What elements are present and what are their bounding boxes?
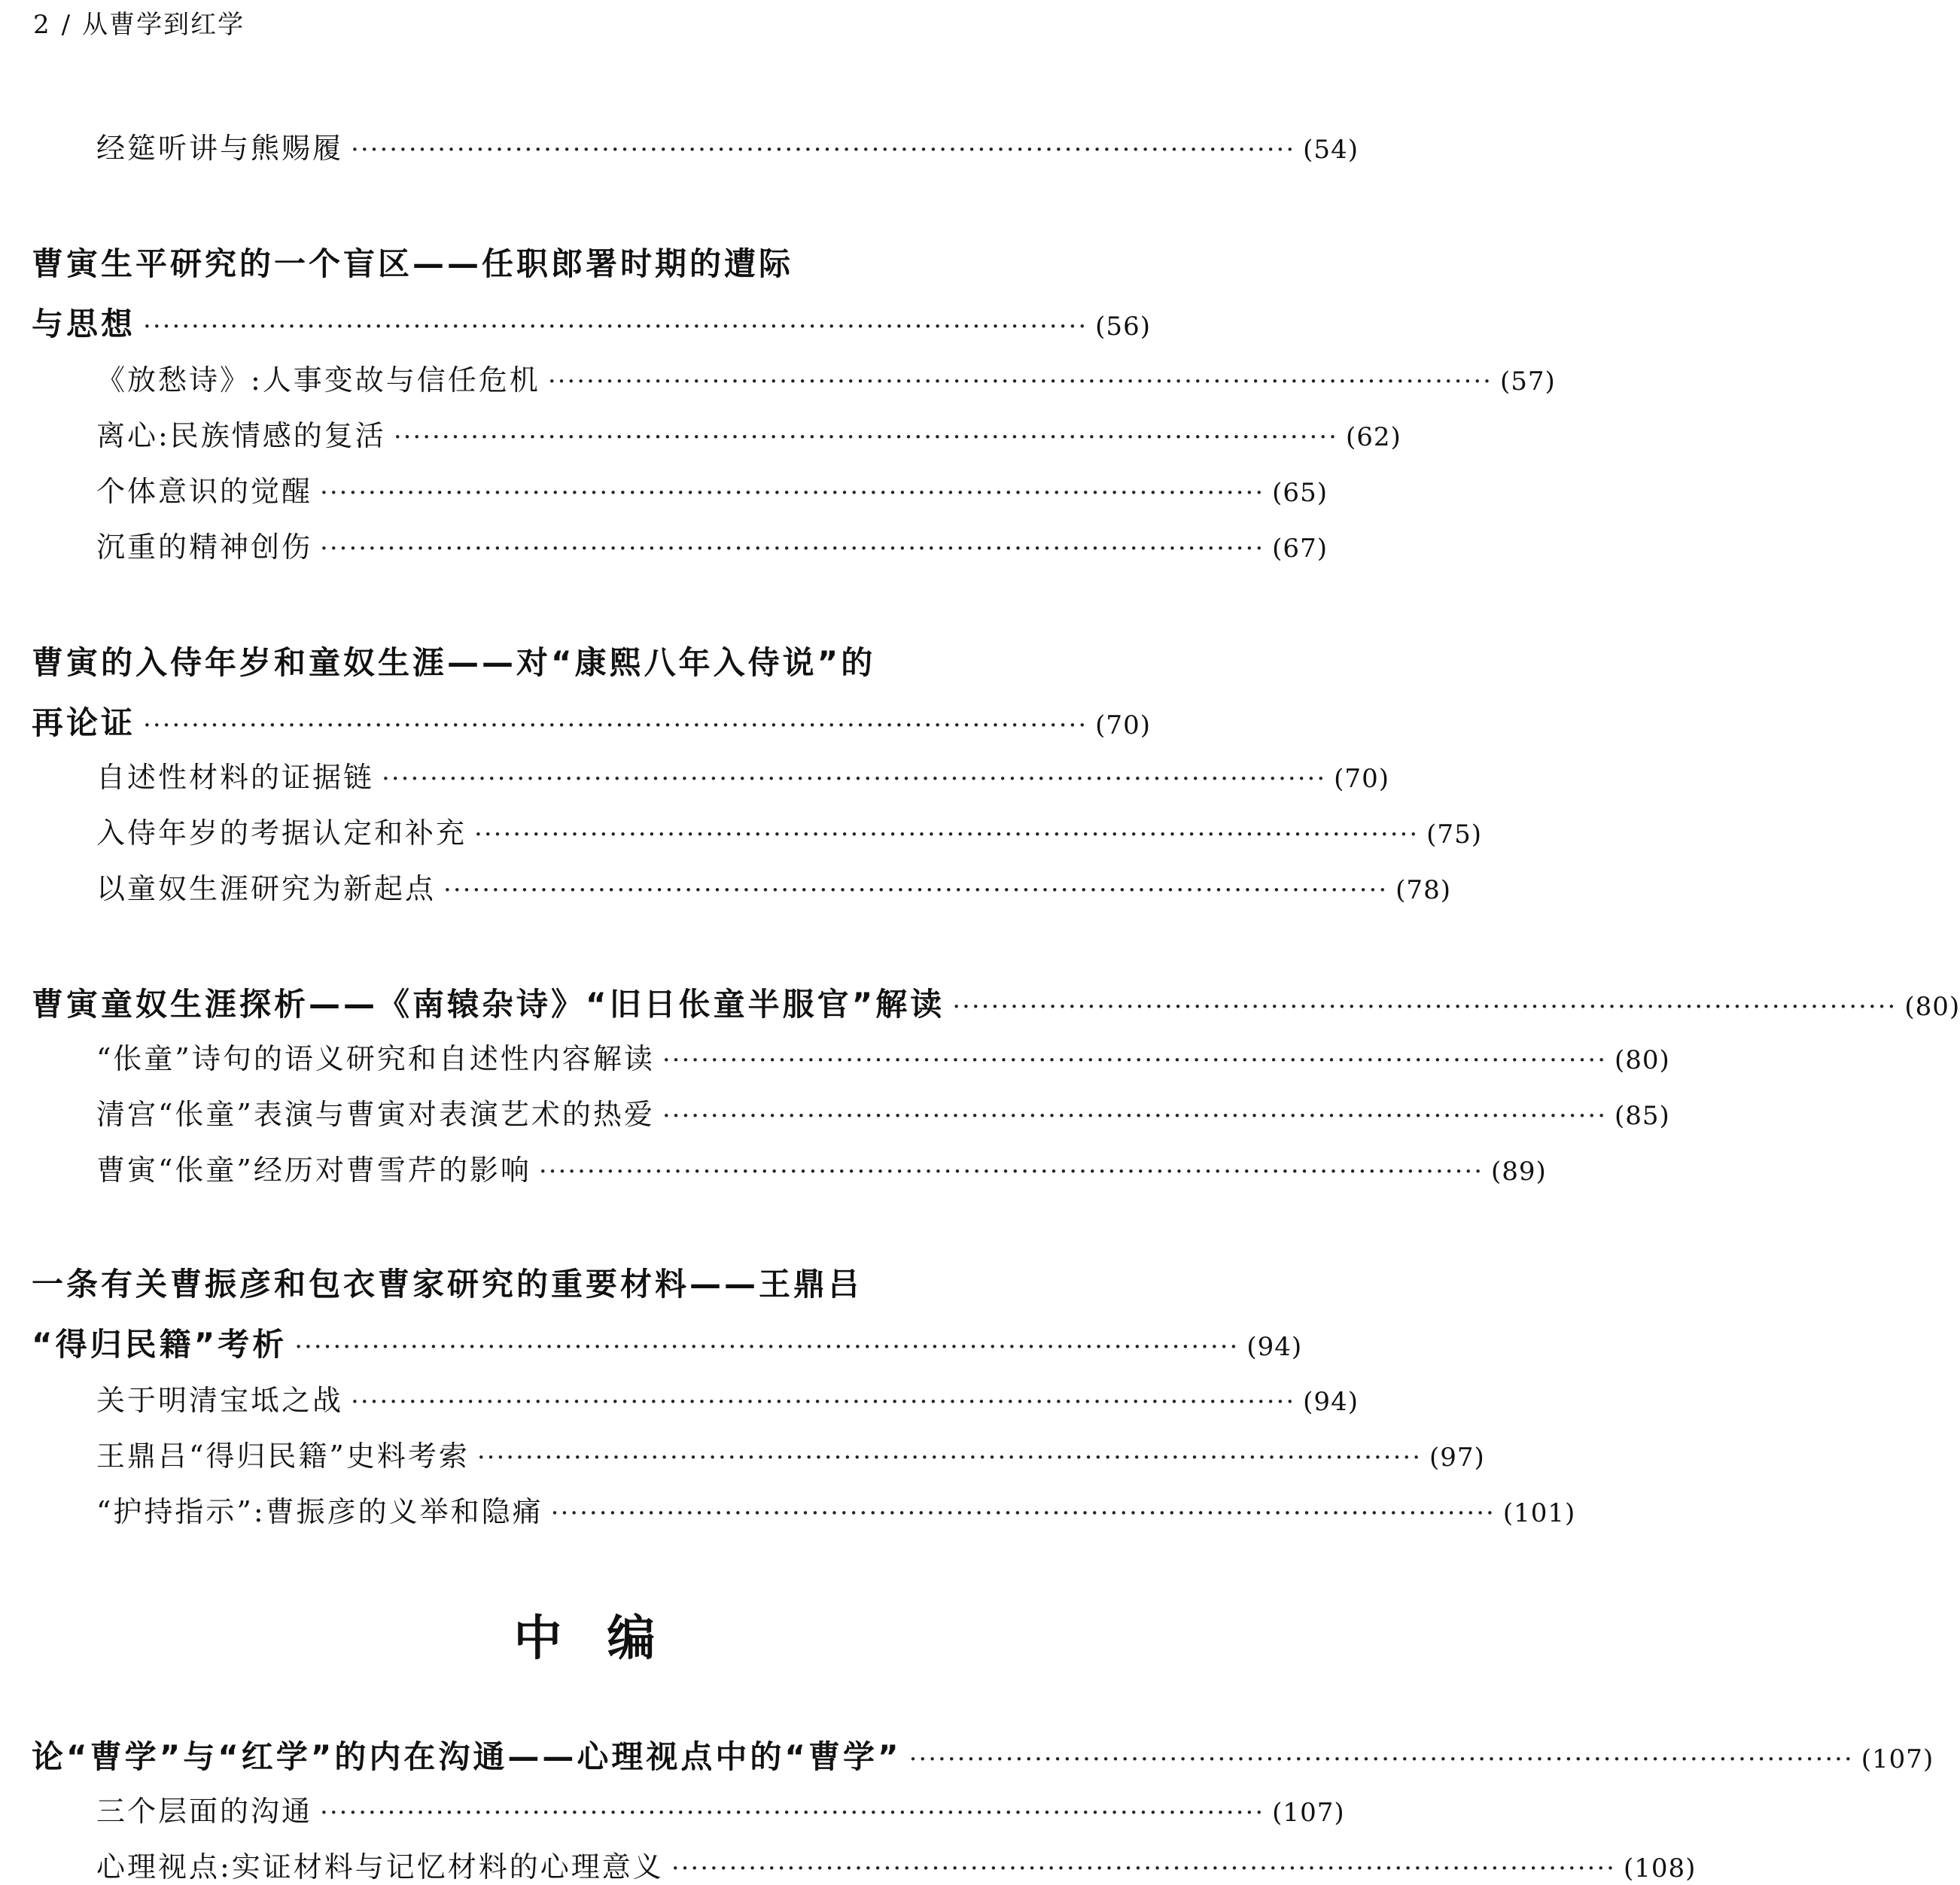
toc-page-number: (75) [1426,819,1482,850]
toc-chapter-entry[interactable] [32,1732,1934,1777]
toc-leader-dots: ·································································································· [550,1498,1496,1528]
toc-leader-dots: ·································································································· [143,312,1088,342]
toc-entry-title: 曹寅“伥童”经历对曹雪芹的影响 [96,1154,531,1187]
toc-leader-dots: ·································································································· [393,422,1338,452]
toc-leader-dots: ·································································································· [382,764,1327,794]
toc-entry[interactable] [96,1488,1576,1530]
toc-leader-dots: ·································································································· [351,1387,1296,1417]
toc-entry[interactable] [96,1091,1670,1133]
toc-leader-dots: ·································································································· [908,1744,1854,1774]
toc-page-number: (80) [1904,992,1960,1022]
toc-entry[interactable] [96,810,1482,851]
toc-chapter-entry[interactable] [32,1320,1303,1365]
toc-leader-dots: ·································································································· [294,1332,1240,1362]
toc-leader-dots: ·································································································· [547,366,1493,397]
toc-entry-title: 心理视点:实证材料与记忆材料的心理意义 [96,1850,664,1883]
toc-entry[interactable] [96,1035,1670,1077]
toc-page-number: (94) [1246,1332,1303,1362]
toc-chapter-title: 曹寅童奴生涯探析——《南辕杂诗》“旧日伥童半服官”解读 [32,986,945,1023]
toc-entry-title: 以童奴生涯研究为新起点 [96,872,437,905]
header-separator: / [61,10,72,40]
toc-entry-title: 沉重的精神创伤 [96,531,313,564]
toc-entry[interactable] [96,1788,1345,1829]
toc-leader-dots: ·································································································· [474,819,1420,850]
toc-chapter-title-line: 曹寅生平研究的一个盲区——任职郎署时期的遭际 [32,245,794,282]
toc-entry[interactable] [96,1147,1547,1188]
toc-leader-dots: ·································································································· [320,1798,1265,1828]
toc-leader-dots: ·································································································· [443,875,1389,905]
toc-leader-dots: ·································································································· [476,1443,1423,1473]
toc-entry-title: 关于明清宝坻之战 [96,1384,344,1417]
toc-leader-dots: ·································································································· [320,478,1265,508]
toc-entry[interactable] [96,524,1328,565]
toc-page-number: (89) [1491,1157,1547,1187]
toc-page-number: (107) [1861,1744,1934,1774]
toc-leader-dots: ·································································································· [671,1853,1616,1883]
toc-leader-dots: ·································································································· [143,710,1088,740]
toc-page-number: (62) [1345,422,1402,452]
toc-entry-title: 入侍年岁的考据认定和补充 [96,816,467,850]
toc-chapter-entry[interactable] [32,980,1960,1025]
toc-entry-title: “伥童”诗句的语义研究和自述性内容解读 [96,1042,655,1075]
toc-page-number: (70) [1334,764,1389,794]
toc-leader-dots: ·································································································· [662,1101,1608,1131]
toc-chapter-title: 论“曹学”与“红学”的内在沟通——心理视点中的“曹学” [32,1738,902,1775]
toc-entry-title: 三个层面的沟通 [96,1795,313,1828]
toc-entry[interactable] [96,468,1328,509]
toc-page-number: (107) [1272,1798,1345,1828]
toc-page-number: (97) [1429,1443,1485,1473]
toc-leader-dots: ·································································································· [320,534,1265,564]
toc-entry[interactable] [96,754,1389,795]
running-header [33,6,245,44]
toc-page-number: (54) [1303,135,1359,165]
toc-entry-title: 《放愁诗》:人事变故与信任危机 [96,363,540,397]
toc-page-number: (57) [1499,366,1556,397]
toc-page-number: (94) [1303,1387,1359,1417]
toc-chapter-title-line: 曹寅的入侍年岁和童奴生涯——对“康熙八年入侍说”的 [32,644,876,681]
page-number: 2 [33,10,51,40]
toc-chapter-title: 再论证 [32,704,136,741]
toc-chapter-title: “得归民籍”考析 [32,1326,288,1363]
toc-entry[interactable] [96,357,1556,398]
toc-leader-dots: ·································································································· [952,992,1898,1022]
toc-page-number: (80) [1615,1045,1670,1075]
toc-page-number: (65) [1272,478,1328,508]
toc-entry-title: 经筵听讲与熊赐履 [96,132,344,165]
toc-entry-title: “护持指示”:曹振彦的义举和隐痛 [96,1495,543,1528]
toc-entry[interactable] [96,1844,1697,1885]
toc-page-number: (56) [1095,312,1151,342]
toc-page-number: (108) [1623,1853,1697,1883]
toc-entry[interactable] [96,1433,1485,1474]
toc-entry-title: 自述性材料的证据链 [96,761,375,794]
toc-entry-title: 个体意识的觉醒 [96,475,313,508]
toc-leader-dots: ·································································································· [351,135,1296,165]
toc-chapter-entry[interactable] [32,698,1151,743]
toc-entry[interactable] [96,1377,1359,1418]
toc-page-number: (101) [1502,1498,1576,1528]
toc-chapter-title-line: 一条有关曹振彦和包衣曹家研究的重要材料——王鼎吕 [32,1266,863,1303]
toc-leader-dots: ·································································································· [662,1045,1608,1075]
toc-chapter-entry[interactable] [32,299,1151,345]
toc-entry[interactable] [96,125,1359,166]
toc-entry[interactable] [96,412,1402,454]
toc-page-number: (67) [1272,534,1328,564]
toc-page-number: (85) [1615,1101,1670,1131]
toc-chapter-title: 与思想 [32,306,136,342]
toc-leader-dots: ·································································································· [538,1157,1484,1187]
book-title: 从曹学到红学 [82,10,245,40]
toc-page-number: (78) [1395,875,1451,905]
toc-entry-title: 清宫“伥童”表演与曹寅对表演艺术的热爱 [96,1098,655,1131]
part-heading: 中编 [513,1611,701,1667]
toc-entry-title: 离心:民族情感的复活 [96,419,386,452]
toc-entry[interactable] [96,865,1451,907]
toc-page-number: (70) [1095,710,1151,740]
toc-entry-title: 王鼎吕“得归民籍”史料考索 [96,1440,470,1473]
